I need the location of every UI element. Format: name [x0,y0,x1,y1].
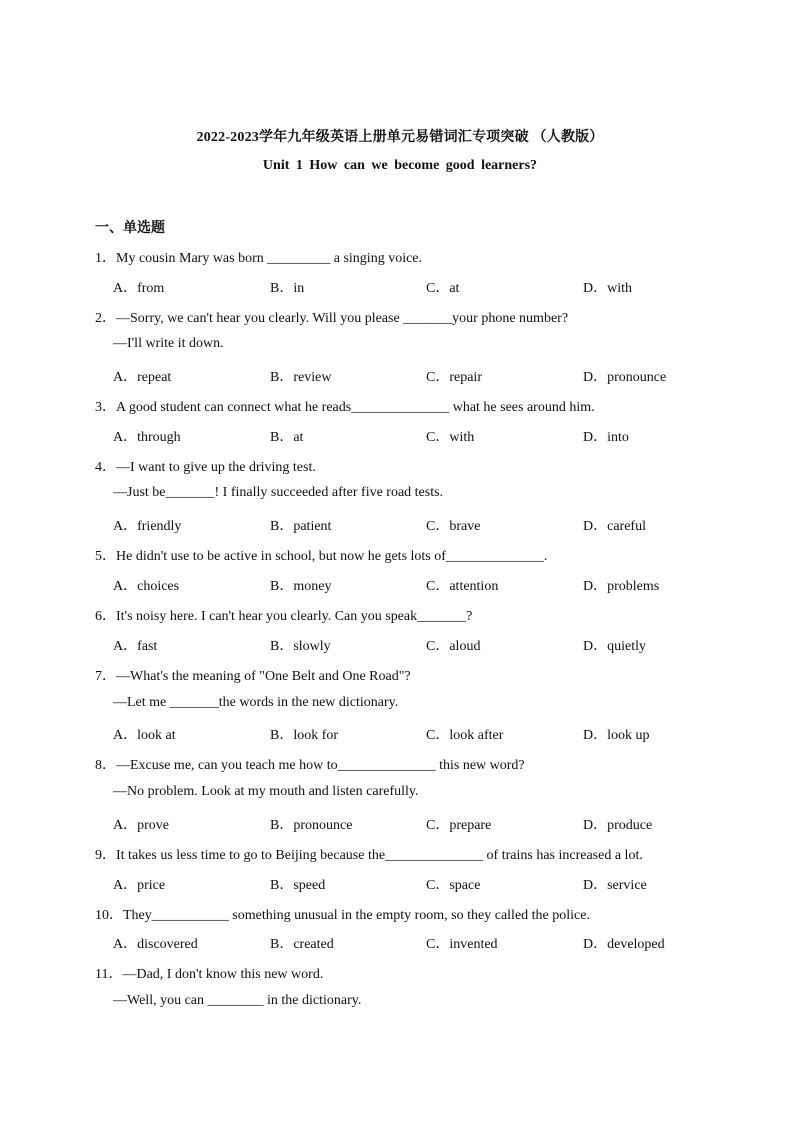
question-2-stem: 2．—Sorry, we can't hear you clearly. Will you please _______your phone number? [95,311,569,326]
question-9-option-c: C．space [426,878,481,893]
question-10-option-a: A．discovered [113,937,198,952]
question-2-option-d: D．pronounce [583,370,667,385]
question-4-stem: 4．—I want to give up the driving test. [95,460,316,475]
question-3-option-b: B．at [270,430,304,445]
question-9-option-d: D．service [583,878,647,893]
question-9-option-a: A．price [113,878,166,893]
question-2-option-a: A．repeat [113,370,172,385]
question-5-option-a: A．choices [113,579,180,594]
unit-title: Unit 1 How can we become good learners? [262,158,538,173]
question-5-option-d: D．problems [583,579,660,594]
question-10-option-d: D．developed [583,937,665,952]
question-10-option-b: B．created [270,937,334,952]
question-1-option-b: B．in [270,281,305,296]
question-7-option-c: C．look after [426,728,504,743]
question-1-option-c: C．at [426,281,460,296]
question-6-option-c: C．aloud [426,639,481,654]
question-6-option-a: A．fast [113,639,158,654]
question-5-stem: 5．He didn't use to be active in school, but now he gets lots of______________. [95,549,548,564]
question-11-reply: —Well, you can ________ in the dictionary. [113,993,362,1008]
question-6-option-d: D．quietly [583,639,646,654]
question-7-option-a: A．look at [113,728,176,743]
question-8-reply: —No problem. Look at my mouth and listen carefully. [113,784,419,799]
question-2-reply: —I'll write it down. [113,336,224,351]
question-6-option-b: B．slowly [270,639,331,654]
question-9-stem: 9．It takes us less time to go to Beijing because the______________ of trains has increased a lot. [95,848,643,863]
question-5-option-b: B．money [270,579,332,594]
question-3-option-c: C．with [426,430,475,445]
page-title: 2022-2023学年九年级英语上册单元易错词汇专项突破 （人教版） [196,130,604,145]
question-8-option-b: B．pronounce [270,818,353,833]
question-3-option-d: D．into [583,430,629,445]
question-4-option-a: A．friendly [113,519,182,534]
section-heading: 一、单选题 [95,221,165,236]
question-2-option-c: C．repair [426,370,482,385]
question-8-option-d: D．produce [583,818,653,833]
question-3-stem: 3．A good student can connect what he reads______________ what he sees around him. [95,400,595,415]
question-2-option-b: B．review [270,370,332,385]
question-7-option-b: B．look for [270,728,339,743]
question-1-option-d: D．with [583,281,632,296]
question-1-option-a: A．from [113,281,165,296]
question-11-stem: 11．—Dad, I don't know this new word. [95,967,324,982]
question-8-stem: 8．—Excuse me, can you teach me how to______________ this new word? [95,758,525,773]
question-3-option-a: A．through [113,430,181,445]
question-4-option-d: D．careful [583,519,646,534]
question-7-stem: 7．—What's the meaning of "One Belt and One Road"? [95,669,411,684]
question-6-stem: 6．It's noisy here. I can't hear you clearly. Can you speak_______? [95,609,473,624]
question-1-stem: 1．My cousin Mary was born _________ a singing voice. [95,251,423,266]
question-10-stem: 10．They___________ something unusual in the empty room, so they called the police. [95,908,590,923]
question-8-option-c: C．prepare [426,818,492,833]
question-4-reply: —Just be_______! I finally succeeded after five road tests. [113,485,444,500]
question-8-option-a: A．prove [113,818,169,833]
question-7-option-d: D．look up [583,728,650,743]
question-5-option-c: C．attention [426,579,499,594]
question-10-option-c: C．invented [426,937,498,952]
question-7-reply: —Let me _______the words in the new dictionary. [113,695,399,710]
question-9-option-b: B．speed [270,878,326,893]
question-4-option-b: B．patient [270,519,332,534]
question-4-option-c: C．brave [426,519,481,534]
